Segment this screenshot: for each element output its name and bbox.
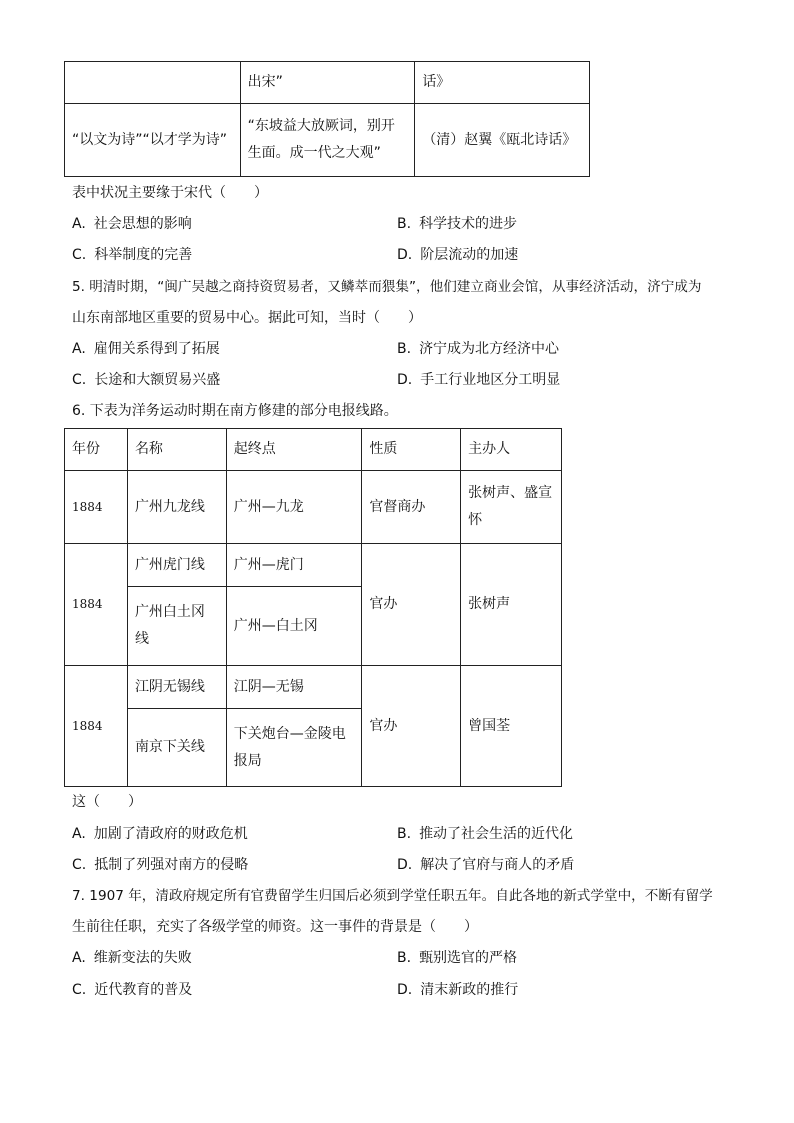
option-label: B. bbox=[397, 341, 412, 357]
poetry-table-cell bbox=[65, 62, 241, 104]
option-label: A. bbox=[72, 826, 86, 842]
year-cell: 1884 bbox=[65, 471, 128, 544]
option-text: 加剧了清政府的财政危机 bbox=[93, 826, 248, 842]
name-cell: 江阴无锡线 bbox=[127, 666, 226, 709]
option-label: C. bbox=[72, 857, 87, 873]
option-text: 济宁成为北方经济中心 bbox=[419, 341, 560, 357]
q7-stem-line1: 7. 1907 年，清政府规定所有官费留学生归国后必须到学堂任职五年。自此各地的新式学堂中，不断有留学 bbox=[72, 888, 713, 904]
route-cell: 广州—九龙 bbox=[226, 471, 362, 544]
q7-option-b bbox=[397, 948, 517, 968]
option-text: 清末新政的推行 bbox=[420, 982, 519, 998]
route-cell: 下关炮台—金陵电报局 bbox=[226, 709, 362, 787]
q6-option-b bbox=[397, 824, 573, 844]
option-text: 近代教育的普及 bbox=[94, 982, 193, 998]
option-label: B. bbox=[397, 826, 412, 842]
q7-option-a bbox=[72, 948, 192, 968]
q4-option-c bbox=[72, 245, 192, 265]
q4-option-d bbox=[397, 245, 518, 265]
option-label: C. bbox=[72, 982, 87, 998]
telegraph-table bbox=[64, 428, 562, 787]
option-text: 科举制度的完善 bbox=[94, 247, 193, 263]
option-text: 维新变法的失败 bbox=[93, 950, 192, 966]
option-label: B. bbox=[397, 950, 412, 966]
q5-stem-line1: 5. 明清时期，“闽广吴越之商持资贸易者，又鳞萃而猥集”，他们建立商业会馆，从事经济活动，济宁成为 bbox=[72, 279, 702, 295]
option-text: 甄别选官的严格 bbox=[419, 950, 518, 966]
q5-option-d bbox=[397, 370, 560, 390]
option-text: 雇佣关系得到了拓展 bbox=[93, 341, 220, 357]
table-header-cell: 主办人 bbox=[461, 429, 562, 471]
nature-cell: 官督商办 bbox=[362, 471, 461, 544]
q6-option-a bbox=[72, 824, 248, 844]
option-text: 阶层流动的加速 bbox=[420, 247, 519, 263]
poetry-table bbox=[64, 61, 590, 177]
year-cell: 1884 bbox=[65, 666, 128, 787]
q7-option-d bbox=[397, 980, 518, 1000]
option-label: A. bbox=[72, 950, 86, 966]
poetry-table-cell: 出宋” bbox=[240, 62, 415, 104]
route-cell: 江阴—无锡 bbox=[226, 666, 362, 709]
year-cell: 1884 bbox=[65, 544, 128, 666]
poetry-table-cell: （清）赵翼《瓯北诗话》 bbox=[415, 104, 590, 177]
name-cell: 南京下关线 bbox=[127, 709, 226, 787]
table-header-cell: 起终点 bbox=[226, 429, 362, 471]
q5-option-b bbox=[397, 339, 559, 359]
table-header-cell: 年份 bbox=[65, 429, 128, 471]
nature-cell: 官办 bbox=[362, 544, 461, 666]
q7-option-c bbox=[72, 980, 192, 1000]
option-text: 解决了官府与商人的矛盾 bbox=[420, 857, 575, 873]
table-header-cell: 性质 bbox=[362, 429, 461, 471]
option-text: 社会思想的影响 bbox=[93, 216, 192, 232]
name-cell: 广州虎门线 bbox=[127, 544, 226, 587]
name-cell: 广州九龙线 bbox=[127, 471, 226, 544]
option-label: A. bbox=[72, 216, 86, 232]
option-text: 手工行业地区分工明显 bbox=[420, 372, 561, 388]
option-label: D. bbox=[397, 982, 413, 998]
route-cell: 广州—虎门 bbox=[226, 544, 362, 587]
q6-option-c bbox=[72, 855, 248, 875]
sponsor-cell: 曾国荃 bbox=[461, 666, 562, 787]
name-cell: 广州白土冈线 bbox=[127, 587, 226, 666]
q6-option-d bbox=[397, 855, 574, 875]
poetry-table-cell: 话》 bbox=[415, 62, 590, 104]
option-label: C. bbox=[72, 247, 87, 263]
option-label: C. bbox=[72, 372, 87, 388]
q4-stem: 表中状况主要缘于宋代（ ） bbox=[72, 185, 268, 201]
option-label: B. bbox=[397, 216, 412, 232]
q6-stem: 6. 下表为洋务运动时期在南方修建的部分电报线路。 bbox=[72, 403, 398, 419]
sponsor-cell: 张树声 bbox=[461, 544, 562, 666]
q6-after-table: 这（ ） bbox=[72, 794, 142, 810]
route-cell: 广州—白土冈 bbox=[226, 587, 362, 666]
option-label: D. bbox=[397, 247, 413, 263]
poetry-table-cell: “以文为诗”“以才学为诗” bbox=[65, 104, 241, 177]
option-text: 推动了社会生活的近代化 bbox=[419, 826, 574, 842]
option-label: D. bbox=[397, 857, 413, 873]
table-header-cell: 名称 bbox=[127, 429, 226, 471]
q4-option-b bbox=[397, 214, 517, 234]
nature-cell: 官办 bbox=[362, 666, 461, 787]
sponsor-cell: 张树声、盛宣怀 bbox=[461, 471, 562, 544]
option-text: 科学技术的进步 bbox=[419, 216, 518, 232]
option-label: D. bbox=[397, 372, 413, 388]
q5-option-a bbox=[72, 339, 220, 359]
q5-stem-line2: 山东南部地区重要的贸易中心。据此可知，当时（ ） bbox=[72, 310, 422, 326]
option-text: 长途和大额贸易兴盛 bbox=[94, 372, 221, 388]
q4-option-a bbox=[72, 214, 192, 234]
option-text: 抵制了列强对南方的侵略 bbox=[94, 857, 249, 873]
poetry-table-cell: “东坡益大放厥词，别开生面。成一代之大观” bbox=[240, 104, 415, 177]
q5-option-c bbox=[72, 370, 220, 390]
option-label: A. bbox=[72, 341, 86, 357]
q7-stem-line2: 生前往任职，充实了各级学堂的师资。这一事件的背景是（ ） bbox=[72, 919, 478, 935]
